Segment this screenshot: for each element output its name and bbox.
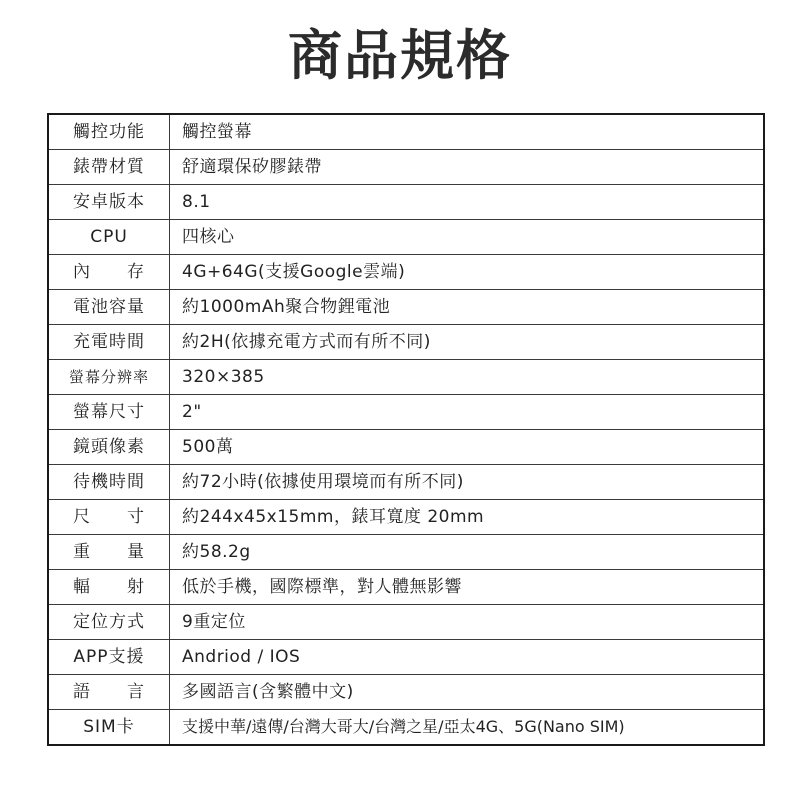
spec-label: 定位方式 <box>48 605 170 640</box>
spec-value: 9重定位 <box>170 605 765 640</box>
spec-label: CPU <box>48 220 170 255</box>
spec-value: 4G+64G(支援Google雲端) <box>170 255 765 290</box>
spec-value: 支援中華/遠傳/台灣大哥大/台灣之星/亞太4G、5G(Nano SIM) <box>170 710 765 746</box>
spec-label: 內 存 <box>48 255 170 290</box>
spec-row-positioning <box>48 605 764 640</box>
spec-value: 約1000mAh聚合物鋰電池 <box>170 290 765 325</box>
page-title: 商品規格 <box>288 24 512 87</box>
spec-row-storage <box>48 255 764 290</box>
spec-label: 錶帶材質 <box>48 150 170 185</box>
spec-row-weight <box>48 535 764 570</box>
spec-row-standby <box>48 465 764 500</box>
spec-value: 四核心 <box>170 220 765 255</box>
spec-label: 電池容量 <box>48 290 170 325</box>
spec-row-camera <box>48 430 764 465</box>
spec-row-radiation <box>48 570 764 605</box>
spec-value: Andriod / IOS <box>170 640 765 675</box>
spec-value: 約2H(依據充電方式而有所不同) <box>170 325 765 360</box>
spec-value: 約72小時(依據使用環境而有所不同) <box>170 465 765 500</box>
spec-label: SIM卡 <box>48 710 170 746</box>
spec-label: 觸控功能 <box>48 114 170 150</box>
spec-row-resolution <box>48 360 764 395</box>
spec-row-app <box>48 640 764 675</box>
spec-row-strap <box>48 150 764 185</box>
spec-value: 觸控螢幕 <box>170 114 765 150</box>
spec-row-battery <box>48 290 764 325</box>
spec-row-charging <box>48 325 764 360</box>
spec-value: 低於手機，國際標準，對人體無影響 <box>170 570 765 605</box>
spec-row-dimensions <box>48 500 764 535</box>
spec-label: APP支援 <box>48 640 170 675</box>
spec-value: 2" <box>170 395 765 430</box>
spec-label: 安卓版本 <box>48 185 170 220</box>
spec-value: 約244x45x15mm，錶耳寬度 20mm <box>170 500 765 535</box>
spec-label: 輻 射 <box>48 570 170 605</box>
spec-row-language <box>48 675 764 710</box>
spec-label: 尺 寸 <box>48 500 170 535</box>
spec-value: 多國語言(含繁體中文) <box>170 675 765 710</box>
spec-label: 語 言 <box>48 675 170 710</box>
spec-label: 充電時間 <box>48 325 170 360</box>
spec-row-cpu <box>48 220 764 255</box>
spec-value: 8.1 <box>170 185 765 220</box>
spec-label: 鏡頭像素 <box>48 430 170 465</box>
spec-row-android <box>48 185 764 220</box>
spec-label: 重 量 <box>48 535 170 570</box>
spec-value: 320×385 <box>170 360 765 395</box>
spec-label: 螢幕尺寸 <box>48 395 170 430</box>
spec-table <box>47 113 765 746</box>
spec-label: 螢幕分辨率 <box>48 360 170 395</box>
spec-value: 舒適環保矽膠錶帶 <box>170 150 765 185</box>
spec-value: 約58.2g <box>170 535 765 570</box>
spec-value: 500萬 <box>170 430 765 465</box>
spec-row-sim <box>48 710 764 746</box>
spec-row-touch <box>48 114 764 150</box>
spec-label: 待機時間 <box>48 465 170 500</box>
spec-row-screen-size <box>48 395 764 430</box>
